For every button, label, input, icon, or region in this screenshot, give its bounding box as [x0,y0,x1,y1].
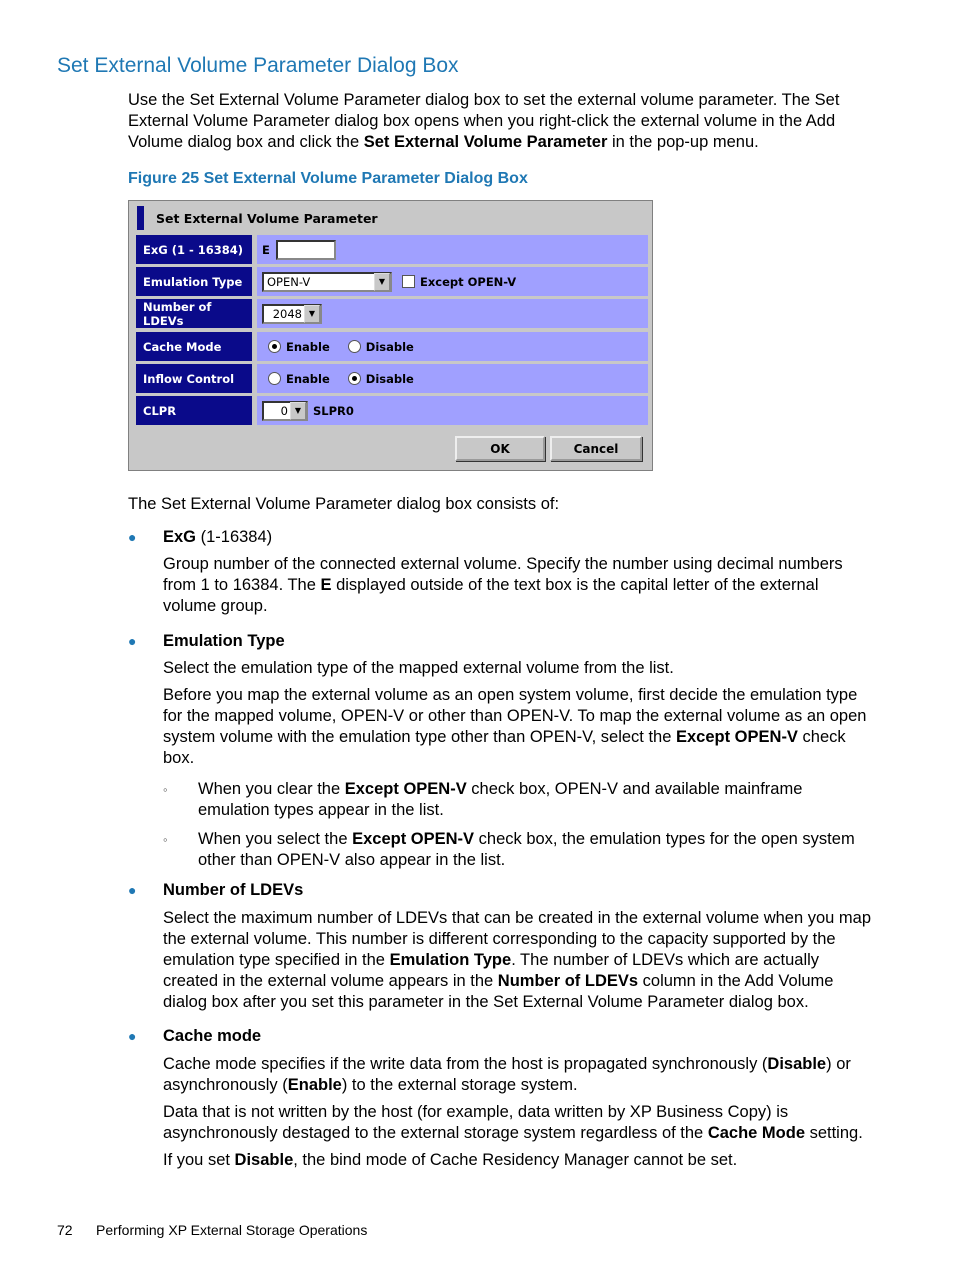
inflow-control-label: Inflow Control [136,364,252,393]
bullet-exg-title: ExG (1-16384) [163,528,273,546]
clpr-label: CLPR [136,396,252,425]
bullet-exg-desc: Group number of the connected external volume. Specify the number using decimal numbers from 1 to 16384. The E displayed outside of the text box is the capital letter of the external volume group. [163,555,843,615]
dialog-title: Set External Volume Parameter [137,205,378,231]
cache-mode-disable-radio[interactable] [348,340,361,353]
chevron-down-icon: ▼ [290,402,306,420]
bullet-cache-p3: If you set Disable, the bind mode of Cache Residency Manager cannot be set. [163,1151,738,1169]
bullet-cache-p1: Cache mode specifies if the write data from the host is propagated synchronously (Disable) or asynchronously (Enable) to the external storage system. [163,1055,851,1094]
bullet-ldevs-title: Number of LDEVs [163,881,304,899]
bullet-icon: ● [128,1028,137,1044]
row-exg [136,235,648,264]
exg-label: ExG (1 - 16384) [136,235,252,264]
bullet-icon: ● [128,529,137,545]
inflow-control-enable-radio[interactable] [268,372,281,385]
footer-text: Performing XP External Storage Operations [96,1222,368,1238]
exg-input[interactable] [276,240,336,260]
consists-of-text: The Set External Volume Parameter dialog box consists of: [128,495,560,513]
bullet-icon: ● [128,882,137,898]
figure-caption: Figure 25 Set External Volume Parameter Dialog Box [128,170,528,187]
clpr-suffix: SLPR0 [313,403,354,418]
except-open-v-label: Except OPEN-V [420,274,517,289]
bullet-emulation-p2: Before you map the external volume as an open system volume, first decide the emulation type for the mapped volume, OPEN-V or other than OPEN-V. To map the external volume as an open system volume with the emulation type other than OPEN-V, select the Except OPEN-V check box. [163,686,867,767]
set-external-volume-parameter-dialog [128,200,653,471]
number-of-ldevs-select[interactable]: 2048 ▼ [262,304,322,324]
ok-button[interactable]: OK [455,436,545,461]
chevron-down-icon: ▼ [304,305,320,323]
intro-paragraph: Use the Set External Volume Parameter dialog box to set the external volume parameter. The Set External Volume Parameter dialog box opens when you right-click the external volume in the Add Volume dialog box and click the Set External Volume Parameter in the pop-up menu. [128,91,840,151]
row-emulation-type [136,267,648,296]
row-inflow-control [136,364,648,393]
bullet-emulation-title: Emulation Type [163,632,285,650]
page-number: 72 [57,1222,73,1238]
bullet-cache-p2: Data that is not written by the host (for example, data written by XP Business Copy) is asynchronously destaged to the external storage system regardless of the Cache Mode setting. [163,1103,863,1142]
emulation-type-select[interactable]: OPEN-V ▼ [262,272,392,292]
clpr-select[interactable]: 0 ▼ [262,401,308,421]
page-heading: Set External Volume Parameter Dialog Box [57,54,459,77]
cancel-button[interactable]: Cancel [550,436,642,461]
bullet-ldevs-desc: Select the maximum number of LDEVs that can be created in the external volume when you map the external volume. This number is different corresponding to the capacity supported by the emulation type specified in the Emulation Type. The number of LDEVs which are actually created in the external volume appears in the Number of LDEVs column in the Add Volume dialog box after you set this parameter in the Set External Volume Parameter dialog box. [163,909,872,1011]
title-marker [137,206,144,230]
exg-prefix: E [262,242,270,257]
row-cache-mode [136,332,648,361]
row-number-of-ldevs [136,299,648,328]
bullet-emulation-sub2: When you select the Except OPEN-V check box, the emulation types for the open system other than OPEN-V also appear in the list. [198,830,855,869]
inflow-control-disable-label: Disable [365,371,414,386]
bullet-emulation-p1: Select the emulation type of the mapped external volume from the list. [163,659,674,677]
number-of-ldevs-label: Number of LDEVs [136,299,252,328]
cache-mode-disable-label: Disable [365,339,414,354]
cache-mode-enable-radio[interactable] [268,340,281,353]
chevron-down-icon: ▼ [374,273,390,291]
bullet-emulation-sub1: When you clear the Except OPEN-V check box, OPEN-V and available mainframe emulation types appear in the list. [198,780,803,819]
except-open-v-checkbox[interactable] [402,275,415,288]
inflow-control-enable-label: Enable [286,371,330,386]
cache-mode-label: Cache Mode [136,332,252,361]
inflow-control-disable-radio[interactable] [348,372,361,385]
row-clpr [136,396,648,425]
cache-mode-enable-label: Enable [286,339,330,354]
emulation-type-label: Emulation Type [136,267,252,296]
bullet-icon: ● [128,633,137,649]
sub-bullet-icon: ◦ [163,782,168,797]
sub-bullet-icon: ◦ [163,832,168,847]
bullet-cache-title: Cache mode [163,1027,262,1045]
